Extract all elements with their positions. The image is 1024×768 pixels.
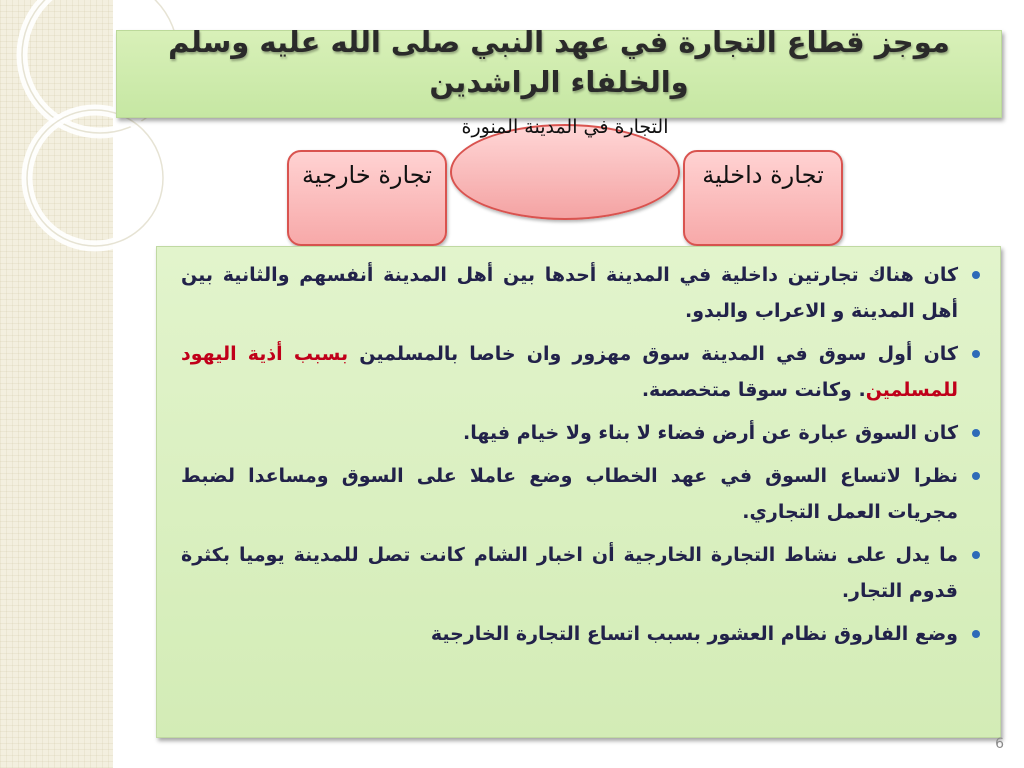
slide-title: موجز قطاع التجارة في عهد النبي صلى الله عليه وسلم والخلفاء الراشدين (168, 25, 950, 99)
medina-trade-label: التجارة في المدينة المنورة (461, 116, 669, 138)
bullet-list (181, 257, 982, 652)
bullet-item: كان هناك تجارتين داخلية في المدينة أحدها بين أهل المدينة أنفسهم والثانية بين أهل المدينة و الاعراب والبدو. (181, 257, 982, 329)
page-number: 6 (995, 736, 1004, 752)
bullet-highlight: بسبب أذية اليهود للمسلمين (181, 343, 958, 401)
bullet-item: ما يدل على نشاط التجارة الخارجية أن اخبار الشام كانت تصل للمدينة يوميا بكثرة قدوم التجار. (181, 537, 982, 609)
internal-trade-box: تجارة داخلية (683, 150, 843, 246)
external-trade-box: تجارة خارجية (287, 150, 447, 246)
bullet-item: نظرا لاتساع السوق في عهد الخطاب وضع عاملا على السوق ومساعدا لضبط مجريات العمل التجاري. (181, 458, 982, 530)
bullet-item: وضع الفاروق نظام العشور بسبب اتساع التجارة الخارجية (181, 616, 982, 652)
bullet-item: كان السوق عبارة عن أرض فضاء لا بناء ولا خيام فيها. (181, 415, 982, 451)
bullet-text: . وكانت سوقا متخصصة. (641, 379, 866, 401)
content-panel (156, 246, 1001, 738)
bullet-item (181, 336, 982, 408)
bullet-text: كان أول سوق في المدينة سوق مهزور وان خاصا بالمسلمين (348, 343, 958, 365)
